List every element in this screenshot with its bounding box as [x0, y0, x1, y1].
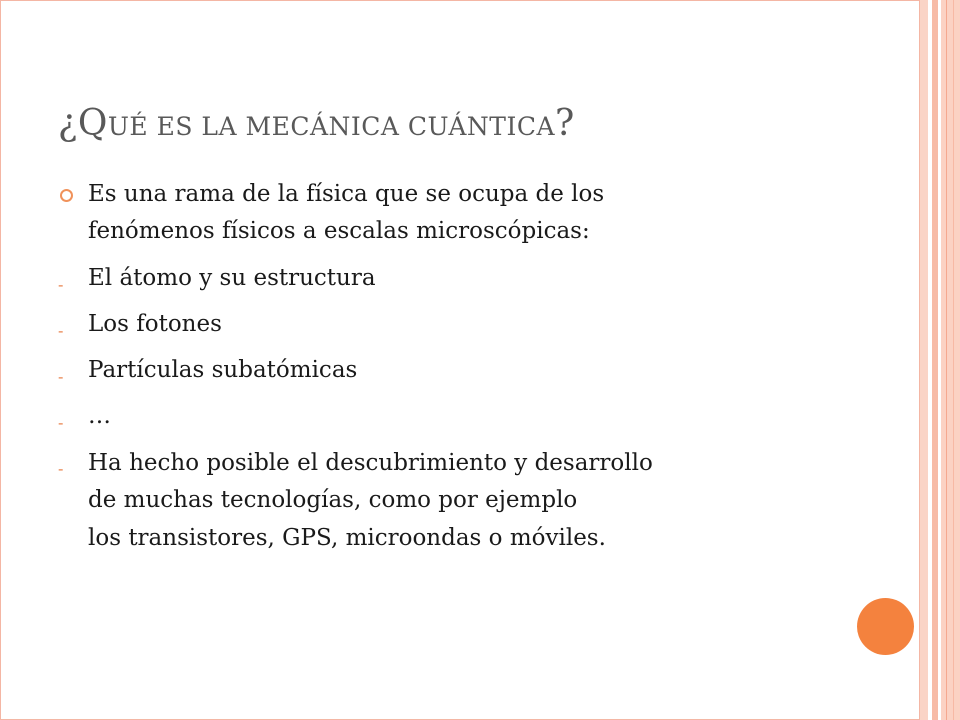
orange-circle-decor: [857, 598, 914, 655]
last-item-line2: de muchas tecnologías, como por ejemplo: [88, 487, 578, 513]
main-bullet-line2: fenómenos físicos a escalas microscópicas:: [88, 218, 590, 244]
list-item: Los fotones: [88, 311, 222, 337]
title-rest: UÉ ES LA MECÁNICA CUÁNTICA: [107, 112, 556, 141]
dash-bullet-icon: -: [58, 413, 64, 432]
title-suffix: ?: [555, 103, 575, 144]
dash-bullet-icon: -: [58, 459, 64, 478]
dash-bullet-icon: -: [58, 321, 64, 340]
ring-bullet-icon: [60, 189, 73, 202]
dash-bullet-icon: -: [58, 275, 64, 294]
main-bullet-line1: Es una rama de la física que se ocupa de los: [88, 181, 605, 207]
list-item: Partículas subatómicas: [88, 357, 358, 383]
dash-bullet-icon: -: [58, 367, 64, 386]
list-item: El átomo y su estructura: [88, 265, 376, 291]
decor-stripe: [920, 0, 928, 720]
decor-stripe: [941, 0, 960, 720]
decor-stripe: [946, 0, 947, 720]
last-item-line1: Ha hecho posible el descubrimiento y desarrollo: [88, 450, 653, 476]
last-item-line3: los transistores, GPS, microondas o móviles.: [88, 525, 606, 551]
title-cap: Q: [77, 103, 108, 144]
list-item: …: [88, 403, 111, 429]
decor-stripe: [932, 0, 938, 720]
decor-stripe: [953, 0, 954, 720]
title-prefix: ¿: [58, 103, 78, 144]
slide-title: [58, 103, 878, 144]
